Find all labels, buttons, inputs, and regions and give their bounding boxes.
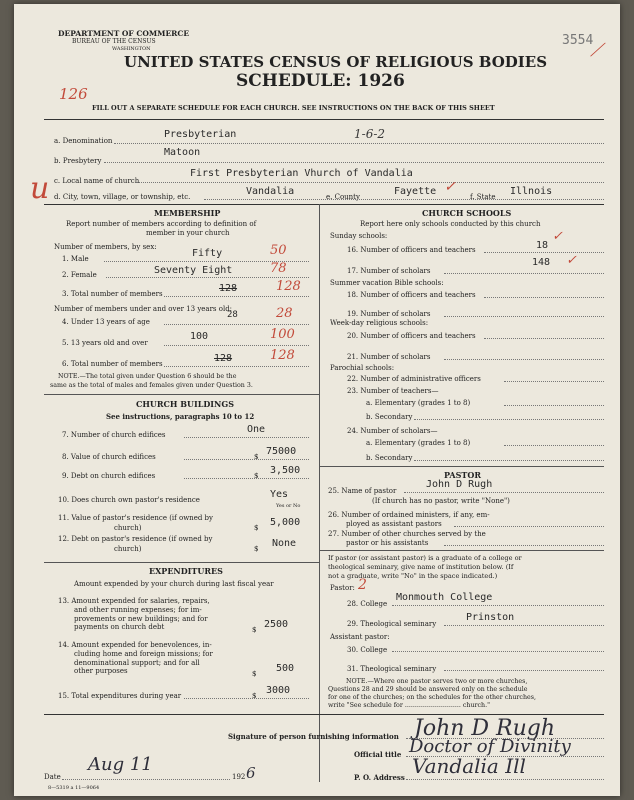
q23a-label: a. Elementary (grades 1 to 8)	[366, 399, 471, 407]
q25-label: 25. Name of pastor	[328, 487, 397, 495]
yes-no-hint: Yes or No	[276, 503, 301, 509]
q31-label: 31. Theological seminary	[347, 665, 437, 673]
expenditures-intro: Amount expended by your church during last fiscal year	[74, 580, 274, 588]
denomination-line	[114, 143, 604, 144]
year-suffix: 6	[246, 764, 256, 782]
header-rule	[44, 119, 604, 120]
q29-line	[444, 625, 604, 626]
section-rule	[44, 204, 604, 205]
q9-label: 9. Debt on church edifices	[62, 472, 156, 480]
q10-value: Yes	[270, 489, 289, 500]
sunday-schools: Sunday schools:	[330, 232, 388, 240]
form-number: 8—5319 a 11—9064	[48, 785, 100, 791]
q22-line	[504, 381, 604, 382]
local-name-label: c. Local name of church	[54, 177, 140, 185]
census-schedule-form	[14, 4, 620, 796]
q17-check: ✓	[566, 253, 577, 268]
form-title: UNITED STATES CENSUS OF RELIGIOUS BODIES	[124, 53, 548, 71]
by-sex-label: Number of members, by sex:	[54, 243, 157, 251]
q19-line	[444, 316, 604, 317]
stamp-check-mark: ⟋	[590, 40, 603, 61]
q14-label	[58, 641, 213, 676]
q24a-label: a. Elementary (grades 1 to 8)	[366, 439, 471, 447]
expenditures-rule	[44, 562, 319, 563]
q13-line-1: 13. Amount expended for salaries, repairs,	[58, 597, 210, 605]
q20-label: 20. Number of officers and teachers	[347, 332, 476, 340]
local-name-line	[136, 182, 604, 183]
q15-dollar: $	[252, 692, 257, 700]
q9-dollar: $	[254, 472, 259, 480]
q24b-label: b. Secondary	[366, 454, 413, 462]
department-label: DEPARTMENT OF COMMERCE	[58, 29, 190, 38]
buildings-instruction: See instructions, paragraphs 10 to 12	[106, 412, 255, 421]
center-divider	[319, 204, 320, 782]
q27-line	[444, 545, 604, 546]
q25-line	[404, 492, 604, 493]
grad-note-3: not a graduate, write "No" in the space indicated.)	[328, 572, 498, 580]
denomination-code: 1-6-2	[354, 127, 386, 141]
q2-value: Seventy Eight	[154, 265, 233, 276]
margin-mark: u	[30, 171, 50, 206]
county-value: Fayette	[394, 186, 437, 197]
membership-intro-2: member in your church	[146, 229, 230, 237]
q13-value: 2500	[264, 619, 289, 630]
q3-label: 3. Total number of members	[62, 290, 163, 298]
q22-label: 22. Number of administrative officers	[347, 375, 481, 383]
q21-line	[444, 359, 604, 360]
q14-value: 500	[276, 663, 295, 674]
q16-check: ✓	[552, 229, 563, 244]
state-value: Illnois	[510, 186, 553, 197]
q24a-line	[504, 445, 604, 446]
q24b-line	[414, 460, 604, 461]
year-prefix: 192	[232, 773, 246, 781]
q15-line	[184, 698, 309, 699]
pastor-note-2: Questions 28 and 29 should be answered only on the schedule	[328, 686, 528, 693]
q4-label: 4. Under 13 years of age	[62, 318, 150, 326]
pastor-rule	[319, 466, 604, 467]
q7-value: One	[247, 424, 266, 435]
q13-line-4: payments on church debt	[74, 623, 165, 632]
signature-rule	[44, 714, 604, 715]
q14-line-4: other purposes	[74, 667, 128, 676]
presbytery-line	[104, 162, 604, 163]
q11-value: 5,000	[270, 517, 301, 528]
q23b-label: b. Secondary	[366, 413, 413, 421]
q14-dollar: $	[252, 670, 257, 678]
q13-dollar: $	[252, 626, 257, 634]
q23-label: 23. Number of teachers—	[347, 387, 439, 395]
city-town-value: Vandalia	[246, 186, 295, 197]
q6-hand: 128	[270, 348, 295, 363]
q30-line	[392, 651, 604, 652]
q5-hand: 100	[270, 327, 295, 342]
q15-value: 3000	[266, 685, 291, 696]
date-line	[62, 779, 230, 780]
county-check-mark: ✓	[444, 179, 456, 195]
q12-value: None	[272, 538, 297, 549]
q17-line	[444, 273, 604, 274]
buildings-heading: CHURCH BUILDINGS	[136, 399, 234, 409]
q6-value: 128	[214, 353, 233, 364]
q6-label: 6. Total number of members	[62, 360, 163, 368]
q30-label: 30. College	[347, 646, 388, 654]
q21-label: 21. Number of scholars	[347, 353, 431, 361]
q26-line	[454, 526, 604, 527]
q26-label-1: 26. Number of ordained ministers, if any, em-	[328, 511, 490, 519]
q12-label-1: 12. Debt on pastor's residence (if owned by	[58, 535, 213, 543]
grad-note-2: theological seminary, give name of institution below. (If	[328, 563, 514, 571]
q8-dollar: $	[254, 453, 259, 461]
q14-line-3: denominational support; and for all	[74, 658, 200, 667]
city-line	[204, 199, 604, 200]
denomination-label: a. Denomination	[54, 137, 113, 145]
q26-label-2: ployed as assistant pastors	[346, 520, 442, 528]
city-town-label: d. City, town, village, or township, etc.	[54, 193, 191, 201]
q29-label: 29. Theological seminary	[347, 620, 437, 628]
grad-rule	[319, 550, 604, 551]
grad-note-1: If pastor (or assistant pastor) is a graduate of a college or	[328, 554, 522, 562]
official-title-value: Doctor of Divinity	[409, 736, 571, 757]
q13-label	[58, 597, 210, 632]
q9-value: 3,500	[270, 465, 301, 476]
q28-line	[392, 605, 604, 606]
q3-value: 128	[219, 283, 238, 294]
pastor-heading: PASTOR	[444, 470, 481, 480]
q13-line-3: provements or new buildings; and for	[74, 614, 208, 623]
q25-note: (If church has no pastor, write "None")	[372, 497, 510, 505]
signature-value: John D Rugh	[414, 716, 556, 741]
q16-value: 18	[536, 240, 549, 251]
local-name-value: First Presbyterian Vhurch of Vandalia	[190, 168, 413, 179]
po-address-value: Vandalia Ill	[412, 754, 526, 778]
presbytery-value: Matoon	[164, 147, 201, 158]
q8-label: 8. Value of church edifices	[62, 453, 156, 461]
q17-label: 17. Number of scholars	[347, 267, 431, 275]
vacation-schools: Summer vacation Bible schools:	[330, 279, 444, 287]
q6-line	[164, 366, 309, 367]
presbytery-label: b. Presbytery	[54, 157, 102, 165]
pastor-note-1: NOTE.—Where one pastor serves two or more churches,	[346, 678, 528, 685]
q3-line	[164, 296, 309, 297]
date-value: Aug 11	[88, 754, 153, 775]
q3-hand: 128	[276, 279, 301, 294]
q7-line	[184, 437, 309, 438]
membership-heading: MEMBERSHIP	[154, 208, 221, 218]
q16-line	[484, 252, 604, 253]
q12-label-2: church)	[114, 545, 142, 553]
q4-line	[164, 324, 309, 325]
assistant-subheading: Assistant pastor:	[330, 633, 390, 641]
q1-value: Fifty	[192, 248, 223, 259]
q11-label-2: church)	[114, 524, 142, 532]
q12-dollar: $	[254, 545, 259, 553]
pastor-hand-mark: 2	[358, 577, 367, 593]
stamp-number: 3554	[562, 33, 594, 48]
q8-line	[184, 459, 309, 460]
q2-line	[106, 277, 309, 278]
pastor-note-3: for one of the churches; on the schedules for the other churches,	[328, 694, 536, 701]
po-address-line	[406, 779, 604, 780]
q1-hand: 50	[270, 243, 287, 258]
q10-label: 10. Does church own pastor's residence	[58, 496, 200, 504]
q23b-line	[414, 419, 604, 420]
county-label: e. County	[326, 193, 360, 201]
city-label: WASHINGTON	[112, 46, 151, 52]
q5-line	[164, 345, 309, 346]
q23a-line	[504, 405, 604, 406]
weekday-schools: Week-day religious schools:	[330, 319, 429, 327]
q7-label: 7. Number of church edifices	[62, 431, 166, 439]
age-label: Number of members under and over 13 years old:	[54, 305, 233, 313]
q28-value: Monmouth College	[396, 592, 493, 603]
q14-line-2: cluding home and foreign missions; for	[74, 649, 213, 658]
po-address-label: P. O. Address	[354, 773, 405, 782]
expenditures-heading: EXPENDITURES	[149, 566, 223, 576]
q19-label: 19. Number of scholars	[347, 310, 431, 318]
membership-note-1: NOTE.—The total given under Question 6 should be the	[58, 373, 237, 380]
form-subtitle: SCHEDULE: 1926	[236, 71, 405, 91]
denomination-value: Presbyterian	[164, 129, 237, 140]
q14-line-1: 14. Amount expended for benevolences, in-	[58, 641, 212, 649]
pastor-note-4: write "See schedule for ............................ church."	[328, 702, 491, 709]
q2-label: 2. Female	[62, 271, 97, 279]
buildings-rule	[44, 394, 319, 395]
q17-value: 148	[532, 257, 551, 268]
date-label: Date	[44, 773, 61, 781]
q13-line-2: and other running expenses; for im-	[74, 605, 202, 614]
signature-label: Signature of person furnishing information	[228, 732, 399, 741]
q9-line	[184, 478, 309, 479]
bureau-label: BUREAU OF THE CENSUS	[72, 38, 156, 45]
q8-value: 75000	[266, 446, 297, 457]
q27-label-1: 27. Number of other churches served by the	[328, 530, 486, 538]
q20-line	[484, 338, 604, 339]
membership-intro-1: Report number of members according to definition of	[66, 220, 257, 228]
q2-hand: 78	[270, 261, 287, 276]
q25-value: John D Rugh	[426, 479, 493, 490]
hand-number: 126	[59, 85, 88, 103]
q16-label: 16. Number of officers and teachers	[347, 246, 476, 254]
q1-label: 1. Male	[62, 255, 89, 263]
schools-intro: Report here only schools conducted by this church	[360, 220, 541, 228]
official-title-label: Official title	[354, 750, 402, 759]
state-label: f. State	[470, 193, 496, 201]
q11-label-1: 11. Value of pastor's residence (if owned by	[58, 514, 213, 522]
q27-label-2: pastor or his assistants	[346, 539, 429, 547]
q31-line	[444, 670, 604, 671]
parochial-schools: Parochial schools:	[330, 364, 395, 372]
q28-label: 28. College	[347, 600, 388, 608]
q18-line	[484, 297, 604, 298]
q4-value: 28	[227, 310, 238, 320]
q29-value: Prinston	[466, 612, 515, 623]
schools-heading: CHURCH SCHOOLS	[422, 208, 512, 218]
q18-label: 18. Number of officers and teachers	[347, 291, 476, 299]
q4-hand: 28	[276, 306, 293, 321]
q5-value: 100	[190, 331, 209, 342]
membership-note-2: same as the total of males and females given under Question 3.	[50, 382, 253, 389]
instruction-line: FILL OUT A SEPARATE SCHEDULE FOR EACH CHURCH. SEE INSTRUCTIONS ON THE BACK OF THIS SHEET	[92, 104, 495, 112]
pastor-subheading: Pastor:	[330, 584, 355, 592]
q11-dollar: $	[254, 524, 259, 532]
q15-label: 15. Total expenditures during year	[58, 692, 182, 700]
q24-label: 24. Number of scholars—	[347, 427, 438, 435]
q5-label: 5. 13 years old and over	[62, 339, 148, 347]
